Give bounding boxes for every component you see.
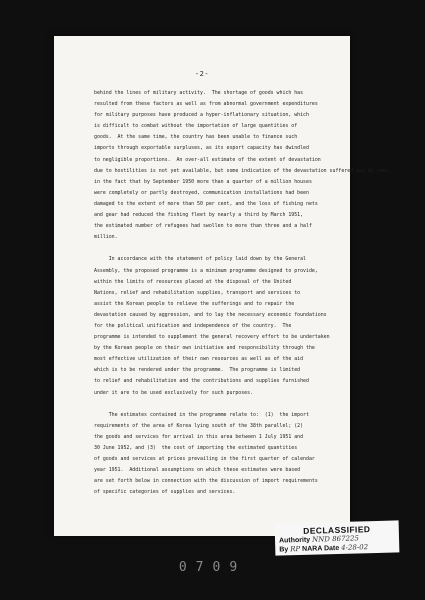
text-line: damaged to the extent of more than 50 per cent, and the loss of fishing nets: [94, 200, 318, 207]
text-line: of goods and services at prices prevailing in the first quarter of calendar: [94, 456, 315, 463]
text-line: year 1951. Additional assumptions on which these estimates were based: [94, 467, 301, 474]
text-line: million.: [94, 234, 118, 241]
text-line: were completely or partly destroyed, communication installations had been: [94, 189, 309, 196]
text-line: the estimated number of refugees had swollen to more than three and a half: [94, 223, 312, 230]
stamp-by-label: By: [279, 546, 289, 554]
text-line: are set forth below in connection with the discussion of import requirements: [94, 478, 318, 485]
text-line: programme is intended to supplement the general recovery effort to be undertaken: [94, 334, 330, 341]
stamp-nara-label: NARA Date: [302, 544, 340, 553]
text-line: by the Korean people on their own initiative and responsibility through the: [94, 345, 315, 352]
stamp-authority-label: Authority: [278, 536, 311, 545]
text-line: imports through exportable surpluses, as its export capacity has dwindled: [94, 145, 309, 152]
text-line: and gear had reduced the fishing fleet by nearly a third by March 1951,: [94, 212, 304, 219]
text-line: most effective utilization of their own resources as well as of the aid: [94, 356, 304, 363]
text-line: [94, 243, 346, 254]
text-line: devastation caused by aggression, and to lay the necessary economic foundations: [94, 311, 327, 318]
text-line: within the limits of resources placed at the disposal of the United: [94, 278, 292, 285]
text-line: to negligible proportions. An over-all estimate of the extent of devastation: [94, 156, 321, 163]
document-body: [94, 88, 389, 498]
stamp-nara-row: [279, 542, 395, 554]
text-line: the goods and services for arrival in this area between 1 July 1951 and: [94, 433, 304, 440]
page-number: -2-: [194, 70, 210, 78]
stamp-authority-value: NND 867225: [311, 534, 359, 544]
stamp-by-value: RP: [290, 544, 301, 554]
text-line: which is to be rendered under the programme. The programme is limited: [94, 367, 301, 374]
declassified-stamp: [275, 520, 400, 555]
text-line: to relief and rehabilitation and the contributions and supplies furnished: [94, 378, 309, 385]
stamp-nara-value: 4-28-02: [341, 543, 369, 552]
stamp-title: DECLASSIFIED: [303, 524, 371, 536]
text-line: of specific categories of supplies and services.: [94, 489, 236, 496]
text-line: The estimates contained in the programme relate to: (1) the import: [94, 411, 309, 418]
microfilm-frame-number: 0709: [178, 560, 247, 575]
text-line: Assembly, the proposed programme is a minimum programme designed to provide,: [94, 267, 318, 274]
text-line: for the political unification and independence of the country. The: [94, 322, 292, 329]
document-page: [54, 36, 389, 536]
text-line: [94, 399, 346, 410]
text-line: In accordance with the statement of policy laid down by the General: [94, 256, 306, 263]
text-line: goods. At the same time, the country has been unable to finance such: [94, 134, 298, 141]
text-line: under it are to be used exclusively for such purposes.: [94, 389, 253, 396]
text-line: for military purposes have produced a hyper-inflationary situation, which: [94, 112, 309, 119]
text-line: is difficult to combat without the importation of large quantities of: [94, 123, 298, 130]
text-line: Nations, relief and rehabilitation supplies, transport and services to: [94, 289, 301, 296]
text-line: behind the lines of military activity. The shortage of goods which has: [94, 90, 304, 96]
text-line: in the fact that by September 1950 more than a quarter of a million houses: [94, 178, 312, 185]
text-line: due to hostilities is not yet available, but some indication of the devastation suffered may be seen: [94, 167, 389, 174]
text-line: assist the Korean people to relieve the sufferings and to repair the: [94, 300, 295, 307]
text-line: resulted from these factors as well as from abnormal government expenditures: [94, 101, 318, 108]
text-line: 30 June 1952, and (3) the cost of importing the estimated quantities: [94, 445, 298, 451]
text-line: requirements of the area of Korea lying south of the 38th parallel; (2): [94, 422, 304, 429]
